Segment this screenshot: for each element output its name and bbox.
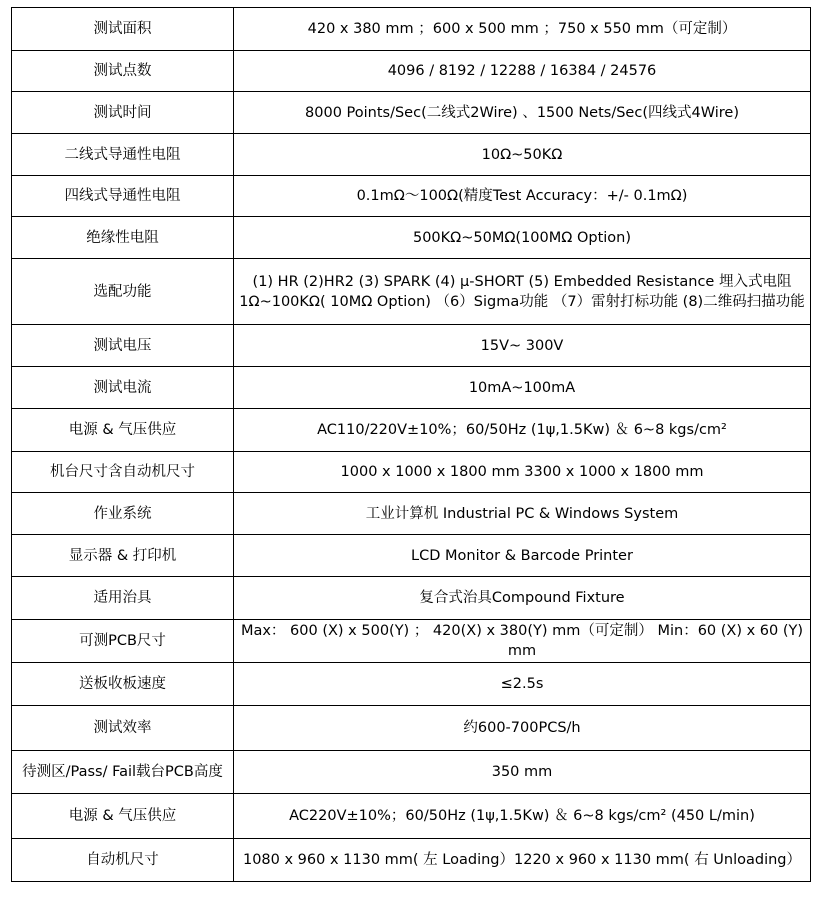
table-row bbox=[12, 493, 811, 535]
row-label: 可测PCB尺寸 bbox=[12, 620, 234, 663]
row-label: 二线式导通性电阻 bbox=[12, 134, 234, 176]
row-value: 350 mm bbox=[234, 751, 811, 794]
row-label: 四线式导通性电阻 bbox=[12, 176, 234, 217]
table-row bbox=[12, 259, 811, 325]
row-label: 作业系统 bbox=[12, 493, 234, 535]
row-label: 测试电压 bbox=[12, 325, 234, 367]
table-row bbox=[12, 794, 811, 839]
row-value: 工业计算机 Industrial PC & Windows System bbox=[234, 493, 811, 535]
table-row bbox=[12, 452, 811, 493]
table-row bbox=[12, 8, 811, 51]
row-label: 待测区/Pass/ Fail载台PCB高度 bbox=[12, 751, 234, 794]
table-row bbox=[12, 577, 811, 620]
table-row bbox=[12, 134, 811, 176]
row-value: (1) HR (2)HR2 (3) SPARK (4) μ-SHORT (5) Embedded Resistance 埋入式电阻1Ω~100KΩ( 10MΩ Option) （6）Sigma功能 （7）雷射打标功能 (8)二维码扫描功能 bbox=[234, 259, 811, 325]
table-row bbox=[12, 367, 811, 409]
row-value: 0.1mΩ～100Ω(精度Test Accuracy：+/- 0.1mΩ) bbox=[234, 176, 811, 217]
row-value: 10Ω~50KΩ bbox=[234, 134, 811, 176]
row-label: 测试电流 bbox=[12, 367, 234, 409]
table-row bbox=[12, 325, 811, 367]
row-label: 机台尺寸含自动机尺寸 bbox=[12, 452, 234, 493]
table-row bbox=[12, 751, 811, 794]
row-label: 显示器 & 打印机 bbox=[12, 535, 234, 577]
row-value: 4096 / 8192 / 12288 / 16384 / 24576 bbox=[234, 51, 811, 92]
row-label: 测试效率 bbox=[12, 706, 234, 751]
row-value: AC110/220V±10%；60/50Hz (1ψ,1.5Kw) ＆ 6~8 kgs/cm² bbox=[234, 409, 811, 452]
row-value: 1080 x 960 x 1130 mm( 左 Loading）1220 x 960 x 1130 mm( 右 Unloading） bbox=[234, 839, 811, 882]
table-row bbox=[12, 706, 811, 751]
row-label: 自动机尺寸 bbox=[12, 839, 234, 882]
table-row bbox=[12, 409, 811, 452]
row-value: 1000 x 1000 x 1800 mm 3300 x 1000 x 1800 mm bbox=[234, 452, 811, 493]
row-value: AC220V±10%；60/50Hz (1ψ,1.5Kw) ＆ 6~8 kgs/cm² (450 L/min) bbox=[234, 794, 811, 839]
table-row bbox=[12, 217, 811, 259]
table-row bbox=[12, 92, 811, 134]
row-value: Max： 600 (X) x 500(Y) ； 420(X) x 380(Y) mm（可定制） Min：60 (X) x 60 (Y) mm bbox=[234, 620, 811, 663]
table-row bbox=[12, 620, 811, 663]
row-value: 8000 Points/Sec(二线式2Wire) 、1500 Nets/Sec(四线式4Wire) bbox=[234, 92, 811, 134]
row-label: 测试点数 bbox=[12, 51, 234, 92]
row-value: 15V~ 300V bbox=[234, 325, 811, 367]
row-label: 电源 & 气压供应 bbox=[12, 794, 234, 839]
row-value: ≤2.5s bbox=[234, 663, 811, 706]
row-value: 500KΩ~50MΩ(100MΩ Option) bbox=[234, 217, 811, 259]
row-label: 测试面积 bbox=[12, 8, 234, 51]
table-row bbox=[12, 663, 811, 706]
table-row bbox=[12, 176, 811, 217]
spec-table bbox=[11, 7, 811, 882]
row-value: 复合式治具Compound Fixture bbox=[234, 577, 811, 620]
row-value: LCD Monitor & Barcode Printer bbox=[234, 535, 811, 577]
row-value: 10mA~100mA bbox=[234, 367, 811, 409]
row-value: 约600-700PCS/h bbox=[234, 706, 811, 751]
table-row bbox=[12, 839, 811, 882]
row-value: 420 x 380 mm ；600 x 500 mm ；750 x 550 mm（可定制） bbox=[234, 8, 811, 51]
row-label: 送板收板速度 bbox=[12, 663, 234, 706]
row-label: 绝缘性电阻 bbox=[12, 217, 234, 259]
row-label: 选配功能 bbox=[12, 259, 234, 325]
row-label: 测试时间 bbox=[12, 92, 234, 134]
table-row bbox=[12, 535, 811, 577]
row-label: 适用治具 bbox=[12, 577, 234, 620]
row-label: 电源 & 气压供应 bbox=[12, 409, 234, 452]
table-row bbox=[12, 51, 811, 92]
